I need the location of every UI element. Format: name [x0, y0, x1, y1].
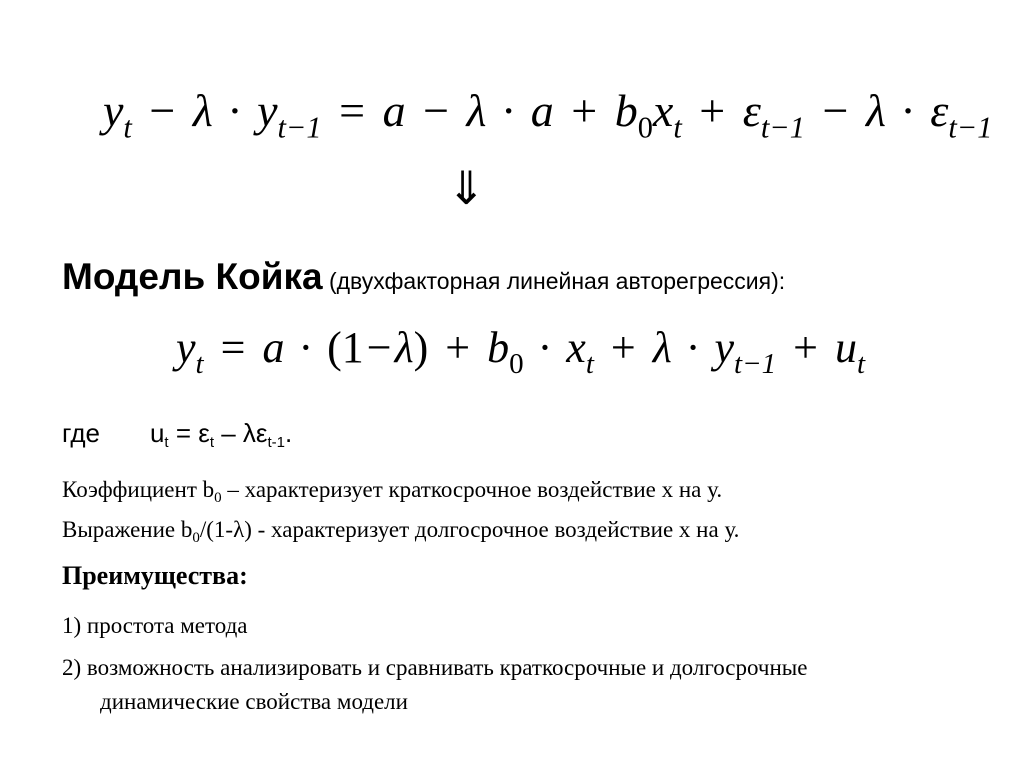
double-down-arrow-icon: ⇓ [447, 163, 486, 214]
list-item: 2) возможность анализировать и сравнивать краткосрочные и долгосрочные [62, 655, 808, 680]
page-title [62, 258, 785, 295]
list-item: 1) простота метода [62, 613, 248, 638]
coefficient-description: Коэффициент $b_0$ – характеризует краткосрочное воздействие х на у. [62, 477, 723, 506]
equation-transformed: $y_t - \lambda \cdot y_{t-1} = a - \lambda \cdot a + b_0x_t + \varepsilon_{t-1} - \lambda \cdot \varepsilon_{t-1}$ [103, 85, 993, 145]
model-subtitle: (двухфакторная линейная авторегрессия): [322, 268, 786, 294]
list-item-continuation: динамические свойства модели [100, 689, 408, 714]
equation-koyck-model: $y_t = a \cdot (1-\lambda) + b_0 \cdot x_t + \lambda \cdot y_{t-1} + u_t$ [176, 323, 866, 381]
definition-line [62, 420, 292, 450]
expression-description: Выражение $b_0/(1-\lambda)$ - характеризует долгосрочное воздействие х на у. [62, 517, 740, 546]
model-title: Модель Койка [62, 256, 323, 297]
where-label: где [62, 418, 100, 448]
advantages-heading: Преимущества: [62, 561, 248, 590]
definition-expression: $u_t = \varepsilon_t - \lambda\varepsilon_{t-1}$. [149, 418, 293, 451]
